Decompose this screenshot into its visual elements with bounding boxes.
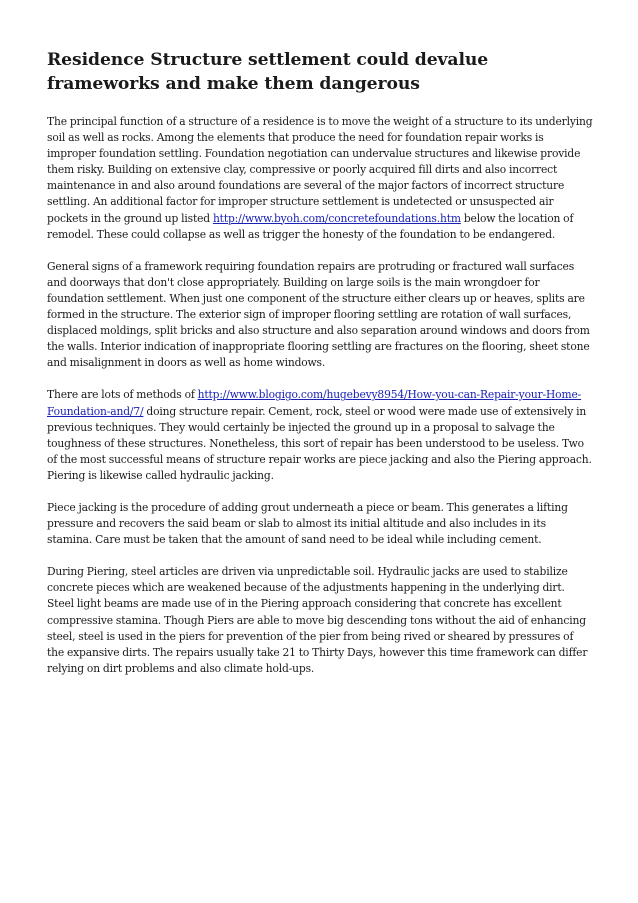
- paragraph-1-text-before: The principal function of a structure of a residence is to move the weight of a structure to its underlying soil as well as rocks. Among the elements that produce the need for foundation repair works is improper foundation settling. Foundation negotiation can undervalue structures and likewise provide them risky. Building on extensive clay, compressive or poorly acquired fill dirts and also incorrect maintenance in and also around foundations are several of the major factors of incorrect structure settling. An additional factor for improper structure settlement is undetected or unsuspected air pockets in the ground up listed: [47, 115, 593, 225]
- paragraph-1: [47, 114, 593, 243]
- paragraph-2: General signs of a framework requiring foundation repairs are protruding or fractured wall surfaces and doorways that don't close appropriately. Building on large soils is the main wrongdoer for foundation settlement. When just one component of the structure either clears up or heaves, splits are formed in the structure. The exterior sign of improper flooring settling are rotation of wall surfaces, displaced moldings, split bricks and also structure and also separation around windows and doors from the walls. Interior indication of inappropriate flooring settling are fractures on the flooring, sheet stone and misalignment in doors as well as home windows.: [47, 259, 590, 370]
- paragraph-3-text-after: doing structure repair. Cement, rock, steel or wood were made use of extensively in previous techniques. They would certainly be injected the ground up in a proposal to salvage the toughness of these structures. Nonetheless, this sort of repair has been understood to be useless. Two of the most successful means of structure repair works are piece jacking and also the Piering approach. Piering is likewise called hydraulic jacking.: [47, 404, 592, 482]
- paragraph-1-text-after: below the location of remodel. These could collapse as well as trigger the honesty of the foundation to be endangered.: [47, 211, 574, 241]
- document-page: [47, 48, 593, 693]
- paragraph-3-text-before: There are lots of methods of: [47, 388, 198, 402]
- document-title: Residence Structure settlement could devalue frameworks and make them dangerous: [47, 50, 489, 94]
- paragraph-5: During Piering, steel articles are driven via unpredictable soil. Hydraulic jacks are used to stabilize concrete pieces which are weakened because of the adjustments happening in the underlying dirt. Steel light beams are made use of in the Piering approach considering that concrete has excellent compressive stamina. Though Piers are able to move big descending tons without the aid of enhancing steel, steel is used in the piers for prevention of the pier from being rived or sheared by pressures of the expansive dirts. The repairs usually take 21 to Thirty Days, however this time framework can differ relying on dirt problems and also climate hold-ups.: [47, 565, 588, 675]
- paragraph-3: [47, 387, 593, 484]
- paragraph-4: Piece jacking is the procedure of adding grout underneath a piece or beam. This generates a lifting pressure and recovers the said beam or slab to almost its initial altitude and also includes in its stamina. Care must be taken that the amount of sand need to be ideal while including cement.: [47, 500, 568, 547]
- byoh-concrete-foundations-link[interactable]: http://www.byoh.com/concretefoundations.htm: [212, 211, 461, 225]
- blogigo-foundation-repair-link[interactable]: http://www.blogigo.com/hugebevy8954/How-you-can-Repair-your-Home-Foundation-and/7/: [47, 388, 582, 418]
